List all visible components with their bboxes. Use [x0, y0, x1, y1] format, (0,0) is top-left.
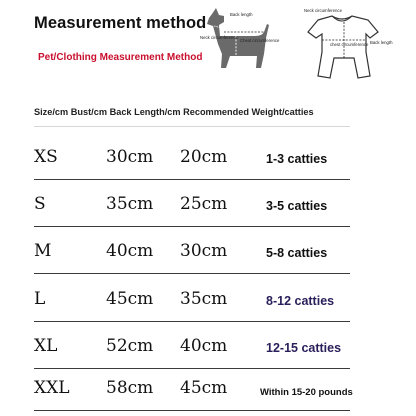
weight-cell: 8-12 catties [266, 294, 335, 308]
row-divider [34, 226, 350, 227]
bust-cell: 30cm [106, 147, 154, 167]
bust-cell: 35cm [106, 194, 154, 214]
size-cell: S [34, 194, 46, 214]
clothing-measurement-illustration [298, 6, 393, 86]
size-row [34, 185, 350, 227]
row-divider [34, 179, 350, 180]
size-cell: M [34, 241, 52, 261]
size-table-header: Size/cm Bust/cm Back Length/cm Recommended Weight/catties [34, 107, 314, 117]
size-row [34, 138, 350, 180]
shirt-chest-label: chest circumference [330, 42, 369, 47]
back-length-cell: 25cm [180, 194, 228, 214]
bust-cell: 58cm [106, 378, 154, 398]
bust-cell: 40cm [106, 241, 154, 261]
shirt-neck-label: Neck circumference [304, 8, 342, 13]
measurement-method-subtitle: Pet/Clothing Measurement Method [38, 52, 203, 63]
back-length-cell: 45cm [180, 378, 228, 398]
back-length-cell: 30cm [180, 241, 228, 261]
size-cell: XXL [34, 378, 70, 398]
size-row [34, 369, 353, 411]
dog-back-length-label: Back length [230, 12, 253, 17]
size-row [34, 327, 350, 369]
size-row [34, 232, 350, 274]
row-divider [34, 321, 350, 322]
size-cell: XS [34, 147, 58, 167]
size-cell: XL [34, 336, 58, 356]
page-title: Measurement method [34, 14, 207, 32]
dog-chest-label: Chest circumference [240, 38, 280, 43]
bust-cell: 45cm [106, 289, 154, 309]
weight-cell: 1-3 catties [266, 152, 328, 166]
size-row [34, 280, 350, 322]
shirt-back-label: Back length [370, 40, 393, 45]
weight-cell: 3-5 catties [266, 199, 328, 213]
table-top-divider [34, 126, 350, 127]
back-length-cell: 40cm [180, 336, 228, 356]
weight-cell: Within 15-20 pounds [260, 387, 353, 398]
row-divider [34, 410, 350, 411]
bust-cell: 52cm [106, 336, 154, 356]
dog-measurement-illustration [200, 6, 280, 86]
back-length-cell: 35cm [180, 289, 228, 309]
weight-cell: 12-15 catties [266, 341, 342, 355]
weight-cell: 5-8 catties [266, 246, 328, 260]
row-divider [34, 273, 350, 274]
dog-neck-label: Neck circumference [200, 35, 238, 40]
size-cell: L [34, 289, 46, 309]
back-length-cell: 20cm [180, 147, 228, 167]
